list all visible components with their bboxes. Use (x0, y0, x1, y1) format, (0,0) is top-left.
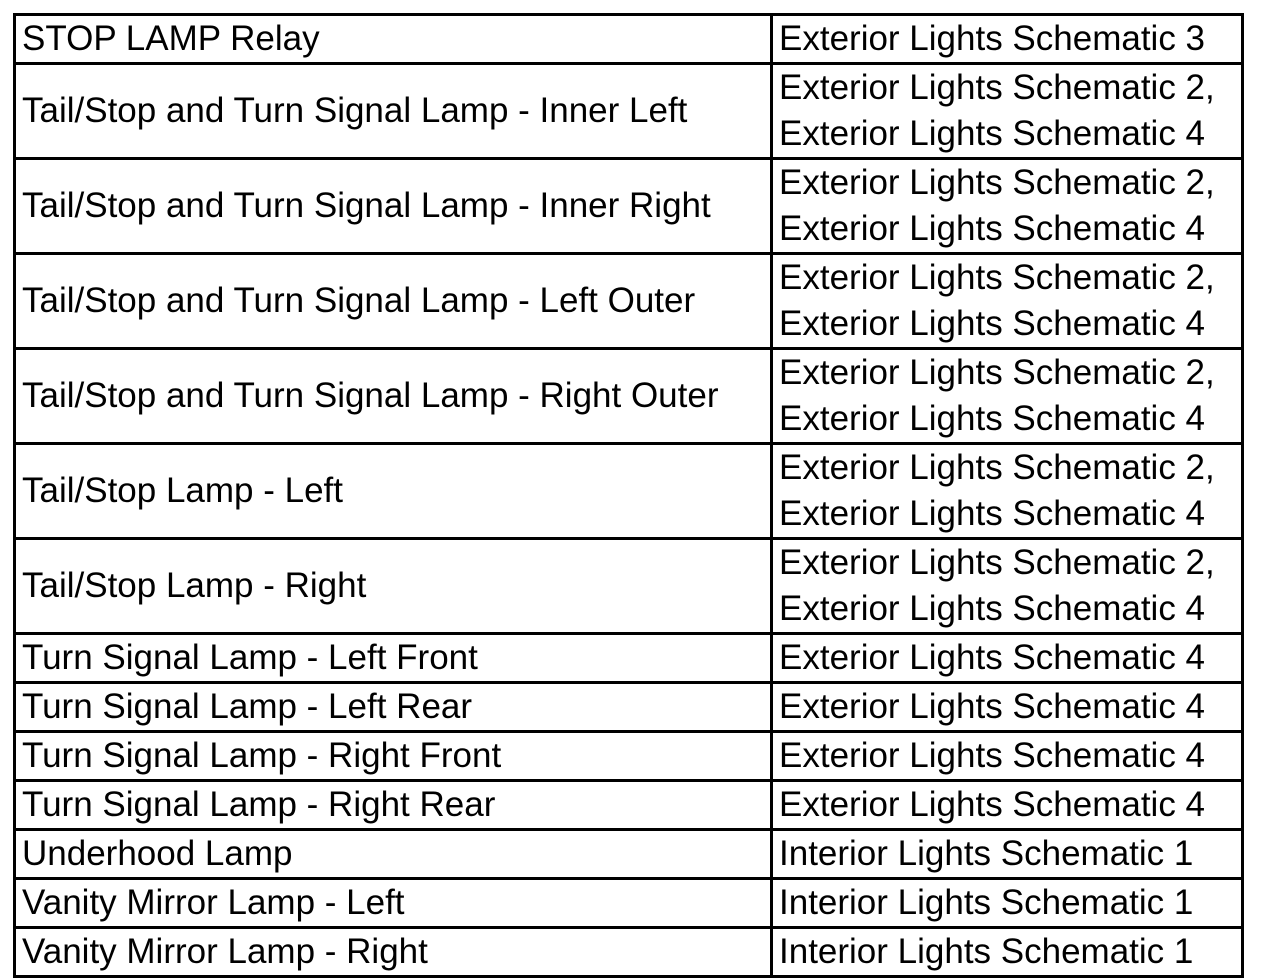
schematic-reference[interactable]: Exterior Lights Schematic 4 (779, 209, 1206, 248)
schematic-reference[interactable]: Interior Lights Schematic 1 (779, 834, 1194, 873)
schematic-reference[interactable]: Exterior Lights Schematic 2, (779, 543, 1215, 582)
table-row (15, 64, 1243, 159)
component-name-cell: Vanity Mirror Lamp - Right (15, 928, 772, 977)
table-row (15, 928, 1243, 977)
table-row (15, 444, 1243, 539)
schematic-reference[interactable]: Exterior Lights Schematic 4 (779, 687, 1206, 726)
schematic-reference[interactable]: Exterior Lights Schematic 4 (779, 589, 1206, 628)
table-row (15, 683, 1243, 732)
table-row (15, 254, 1243, 349)
component-name-cell: Turn Signal Lamp - Right Rear (15, 781, 772, 830)
schematic-reference[interactable]: Exterior Lights Schematic 4 (779, 494, 1206, 533)
schematic-reference[interactable]: Exterior Lights Schematic 4 (779, 304, 1206, 343)
component-name-cell: Tail/Stop Lamp - Left (15, 444, 772, 539)
schematic-reference[interactable]: Exterior Lights Schematic 4 (779, 399, 1206, 438)
schematic-reference-cell (772, 349, 1243, 444)
schematic-reference-cell (772, 879, 1243, 928)
table-row (15, 879, 1243, 928)
schematic-reference[interactable]: Interior Lights Schematic 1 (779, 883, 1194, 922)
schematic-reference-cell (772, 781, 1243, 830)
table-row (15, 781, 1243, 830)
component-name-cell: Tail/Stop and Turn Signal Lamp - Inner Right (15, 159, 772, 254)
component-name-cell: Turn Signal Lamp - Left Rear (15, 683, 772, 732)
schematic-reference[interactable]: Exterior Lights Schematic 3 (779, 19, 1206, 58)
table-row (15, 349, 1243, 444)
schematic-reference-cell (772, 15, 1243, 64)
schematic-reference-cell (772, 444, 1243, 539)
component-name-cell: Tail/Stop Lamp - Right (15, 539, 772, 634)
schematic-reference[interactable]: Exterior Lights Schematic 2, (779, 163, 1215, 202)
schematic-reference[interactable]: Exterior Lights Schematic 4 (779, 736, 1206, 775)
component-schematic-index-table (13, 13, 1244, 978)
schematic-reference-cell (772, 634, 1243, 683)
schematic-reference[interactable]: Exterior Lights Schematic 4 (779, 638, 1206, 677)
table-row (15, 634, 1243, 683)
table-row (15, 159, 1243, 254)
component-name-cell: Tail/Stop and Turn Signal Lamp - Inner Left (15, 64, 772, 159)
table-row (15, 732, 1243, 781)
schematic-reference[interactable]: Exterior Lights Schematic 4 (779, 785, 1206, 824)
component-name-cell: Tail/Stop and Turn Signal Lamp - Right Outer (15, 349, 772, 444)
table-row (15, 539, 1243, 634)
schematic-reference-cell (772, 539, 1243, 634)
schematic-reference-cell (772, 64, 1243, 159)
schematic-reference[interactable]: Exterior Lights Schematic 2, (779, 353, 1215, 392)
schematic-reference-cell (772, 683, 1243, 732)
schematic-reference-cell (772, 830, 1243, 879)
table-row (15, 15, 1243, 64)
table-body (15, 15, 1243, 977)
schematic-reference[interactable]: Exterior Lights Schematic 2, (779, 448, 1215, 487)
schematic-reference-cell (772, 254, 1243, 349)
schematic-reference-cell (772, 159, 1243, 254)
component-name-cell: Turn Signal Lamp - Left Front (15, 634, 772, 683)
schematic-reference[interactable]: Exterior Lights Schematic 4 (779, 114, 1206, 153)
schematic-reference[interactable]: Exterior Lights Schematic 2, (779, 258, 1215, 297)
schematic-reference[interactable]: Exterior Lights Schematic 2, (779, 68, 1215, 107)
component-name-cell: Underhood Lamp (15, 830, 772, 879)
schematic-reference-cell (772, 928, 1243, 977)
component-name-cell: Vanity Mirror Lamp - Left (15, 879, 772, 928)
schematic-reference[interactable]: Interior Lights Schematic 1 (779, 932, 1194, 971)
component-name-cell: Turn Signal Lamp - Right Front (15, 732, 772, 781)
component-name-cell: Tail/Stop and Turn Signal Lamp - Left Outer (15, 254, 772, 349)
table-row (15, 830, 1243, 879)
component-name-cell: STOP LAMP Relay (15, 15, 772, 64)
schematic-reference-cell (772, 732, 1243, 781)
